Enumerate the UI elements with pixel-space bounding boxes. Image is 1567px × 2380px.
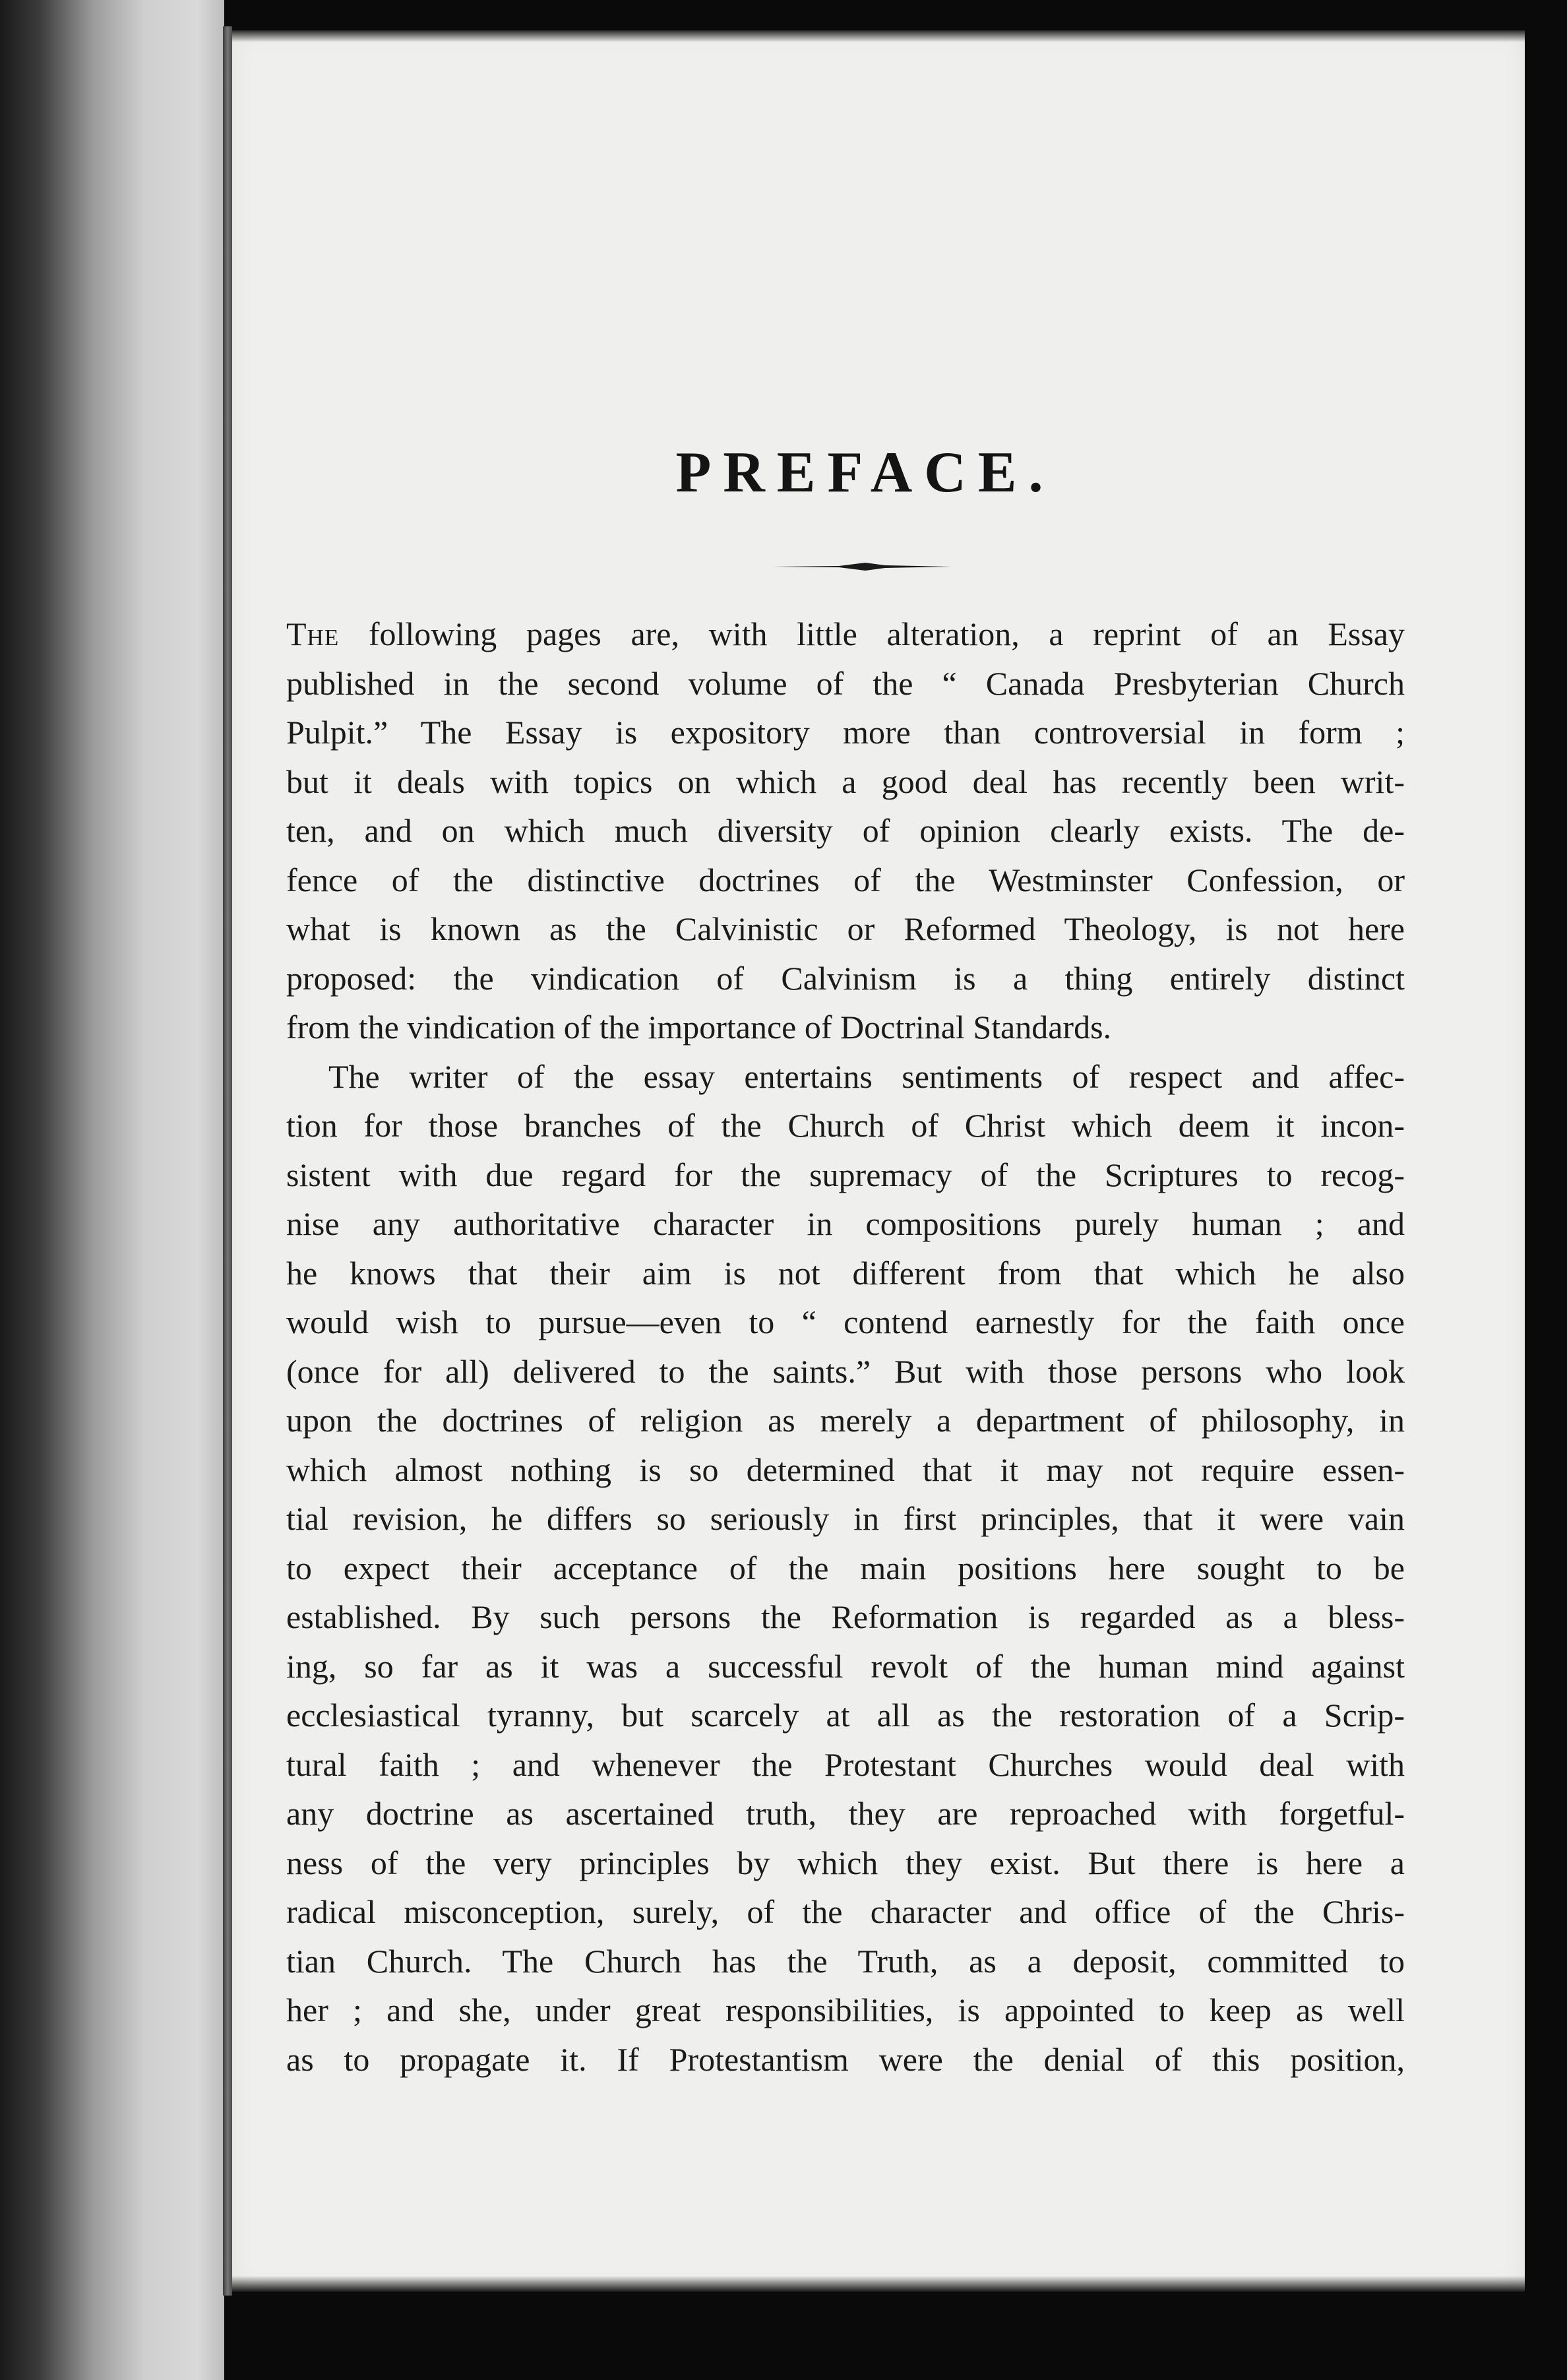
text-line: what is known as the Calvinistic or Reformed Theology, is not here [286, 910, 1405, 947]
paragraph-1 [286, 610, 1405, 1052]
lead-word: The [286, 615, 340, 652]
text-line: nise any authoritative character in compositions purely human ; and [286, 1205, 1405, 1242]
text-line: radical misconception, surely, of the character and office of the Chris- [286, 1893, 1405, 1930]
text-line: ness of the very principles by which they exist. But there is here a [286, 1844, 1405, 1881]
text-line: to expect their acceptance of the main positions here sought to be [286, 1549, 1405, 1586]
body-text [286, 610, 1405, 2084]
text-line: fence of the distinctive doctrines of the Westminster Confession, or [286, 861, 1405, 898]
text-line: proposed: the vindication of Calvinism is a thing entirely distinct [286, 959, 1405, 997]
text-line: sistent with due regard for the supremacy of the Scriptures to recog- [286, 1156, 1405, 1193]
text-line: he knows that their aim is not different from that which he also [286, 1254, 1405, 1292]
text-line: but it deals with topics on which a good deal has recently been writ- [286, 763, 1405, 800]
text-line: which almost nothing is so determined that it may not require essen- [286, 1451, 1405, 1488]
facing-page-edge [0, 0, 224, 2380]
text-line: established. By such persons the Reformation is regarded as a bless- [286, 1598, 1405, 1635]
book-page [232, 30, 1525, 2292]
text-line: tian Church. The Church has the Truth, as a deposit, committed to [286, 1942, 1405, 1980]
text-line: tural faith ; and whenever the Protestant Churches would deal with [286, 1745, 1405, 1783]
text-line: any doctrine as ascertained truth, they are reproached with forgetful- [286, 1795, 1405, 1832]
page-title: PREFACE. [675, 441, 1055, 505]
page-bottom-shadow [232, 2276, 1525, 2292]
title-ornament-rule [773, 561, 951, 573]
text-line: The writer of the essay entertains sentiments of respect and affec- [328, 1057, 1405, 1095]
text-line: as to propagate it. If Protestantism were the denial of this position, [286, 2040, 1405, 2078]
book-gutter [223, 26, 232, 2296]
text-line: (once for all) delivered to the saints.” But with those persons who look [286, 1352, 1405, 1390]
text-line: tion for those branches of the Church of Christ which deem it incon- [286, 1107, 1405, 1144]
text-line: from the vindication of the importance of Doctrinal Standards. [286, 1009, 1112, 1046]
text-line: tial revision, he differs so seriously in first principles, that it were vain [286, 1500, 1405, 1537]
text-line: ten, and on which much diversity of opinion clearly exists. The de- [286, 812, 1405, 849]
text-line: would wish to pursue—even to “ contend earnestly for the faith once [286, 1303, 1405, 1340]
text-line: her ; and she, under great responsibilities, is appointed to keep as well [286, 1991, 1405, 2028]
text-line: upon the doctrines of religion as merely a department of philosophy, in [286, 1402, 1405, 1439]
page-top-shadow [232, 30, 1525, 42]
text-line: ing, so far as it was a successful revolt of the human mind against [286, 1647, 1405, 1685]
paragraph-2 [286, 1052, 1405, 2084]
text-line: published in the second volume of the “ Canada Presbyterian Church [286, 664, 1405, 702]
text-line: ecclesiastical tyranny, but scarcely at all as the restoration of a Scrip- [286, 1697, 1405, 1734]
text-line: Pulpit.” The Essay is expository more than controversial in form ; [286, 714, 1405, 751]
text-line: The following pages are, with little alteration, a reprint of an Essay [286, 615, 1405, 652]
